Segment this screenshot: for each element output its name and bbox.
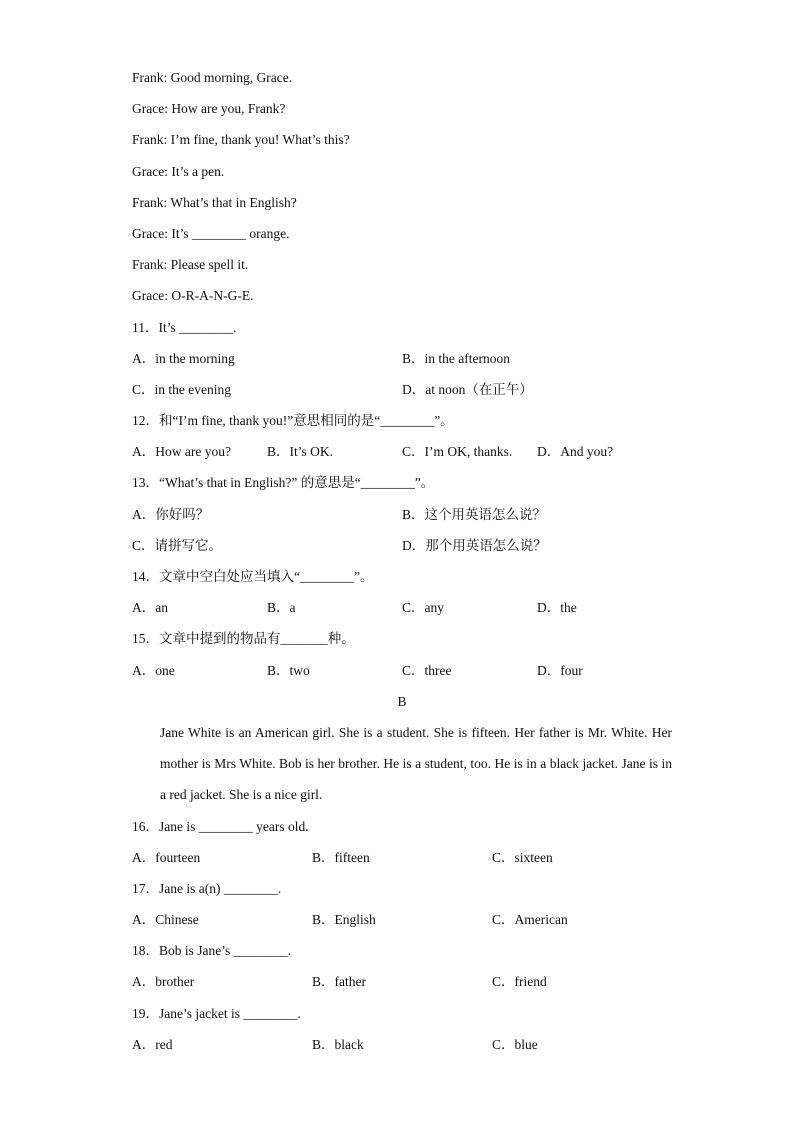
question-19-stem: 19．Jane’s jacket is ________. xyxy=(132,1005,301,1021)
option-c: C．blue xyxy=(492,1036,538,1052)
option-b: B．It’s OK. xyxy=(267,444,334,460)
dialogue-line: Frank: What’s that in English? xyxy=(132,194,297,210)
question-11-options xyxy=(132,374,672,405)
option-a: A．red xyxy=(132,1036,173,1052)
question-14-stem: 14．文章中空白处应当填入“________”。 xyxy=(132,569,374,584)
question-19-options xyxy=(132,1029,672,1060)
option-c: C．I’m OK, thanks. xyxy=(402,444,513,460)
option-d: D．那个用英语怎么说？ xyxy=(402,537,547,553)
option-a: A．fourteen xyxy=(132,849,201,865)
option-c: C．friend xyxy=(492,974,547,990)
option-c: C．any xyxy=(402,600,444,616)
option-b: B．black xyxy=(312,1036,364,1052)
option-b: B．two xyxy=(267,662,310,678)
question-18-options xyxy=(132,966,672,997)
question-13-stem: 13．“What’s that in English?” 的意思是“________”。 xyxy=(132,475,435,491)
section-b-title: B xyxy=(397,693,407,709)
option-a: A．one xyxy=(132,662,175,678)
option-a: A．Chinese xyxy=(132,912,199,928)
question-15-options xyxy=(132,655,672,686)
question-13-options xyxy=(132,499,672,530)
dialogue-line: Grace: How are you, Frank? xyxy=(132,101,286,117)
question-15-stem: 15．文章中提到的物品有_______种。 xyxy=(132,631,355,647)
option-a: A．How are you? xyxy=(132,444,231,460)
question-13-options xyxy=(132,530,672,561)
option-a: A．an xyxy=(132,600,168,616)
option-b: B．fifteen xyxy=(312,849,370,865)
option-c: C．in the evening xyxy=(132,381,231,397)
question-16-stem: 16．Jane is ________ years old. xyxy=(132,818,309,834)
dialogue-line: Frank: I’m fine, thank you! What’s this? xyxy=(132,132,350,148)
question-11-options xyxy=(132,343,672,374)
option-b: B．这个用英语怎么说？ xyxy=(402,506,547,522)
dialogue-line: Grace: O-R-A-N-G-E. xyxy=(132,288,254,304)
option-b: B．a xyxy=(267,600,296,616)
dialogue xyxy=(132,62,672,312)
option-d: D．And you? xyxy=(537,444,614,460)
option-b: B．in the afternoon xyxy=(402,350,510,366)
question-18-stem: 18．Bob is Jane’s ________. xyxy=(132,943,292,959)
option-c: C．请拼写它。 xyxy=(132,537,223,553)
option-a: A．in the morning xyxy=(132,350,235,366)
dialogue-line: Frank: Please spell it. xyxy=(132,257,249,273)
option-a: A．brother xyxy=(132,974,195,990)
section-b-passage: Jane White is an American girl. She is a student. She is fifteen. Her father is Mr. White. Her mother is Mrs White. Bob is her brother. He is a student, too. He is in a black jacket. Jane is in a red jacket. She is a nice girl. xyxy=(160,724,672,803)
option-c: C．three xyxy=(402,662,452,678)
worksheet-page xyxy=(132,62,672,1060)
dialogue-line: Frank: Good morning, Grace. xyxy=(132,70,293,85)
option-b: B．father xyxy=(312,974,366,990)
question-12-options xyxy=(132,436,672,467)
option-d: D．at noon（在正午） xyxy=(402,381,533,397)
option-c: C．sixteen xyxy=(492,849,553,865)
option-c: C．American xyxy=(492,912,568,928)
question-12-stem: 12．和“I’m fine, thank you!”意思相同的是“________”。 xyxy=(132,413,454,429)
question-14-options xyxy=(132,592,672,623)
option-a: A．你好吗？ xyxy=(132,506,210,522)
option-b: B．English xyxy=(312,912,376,928)
option-d: D．four xyxy=(537,662,583,678)
dialogue-line: Grace: It’s ________ orange. xyxy=(132,225,290,241)
question-11-stem: 11．It’s ________. xyxy=(132,319,237,335)
question-16-options xyxy=(132,842,672,873)
question-17-options xyxy=(132,904,672,935)
dialogue-line: Grace: It’s a pen. xyxy=(132,163,225,179)
question-17-stem: 17．Jane is a(n) ________. xyxy=(132,880,282,896)
option-d: D．the xyxy=(537,600,577,616)
